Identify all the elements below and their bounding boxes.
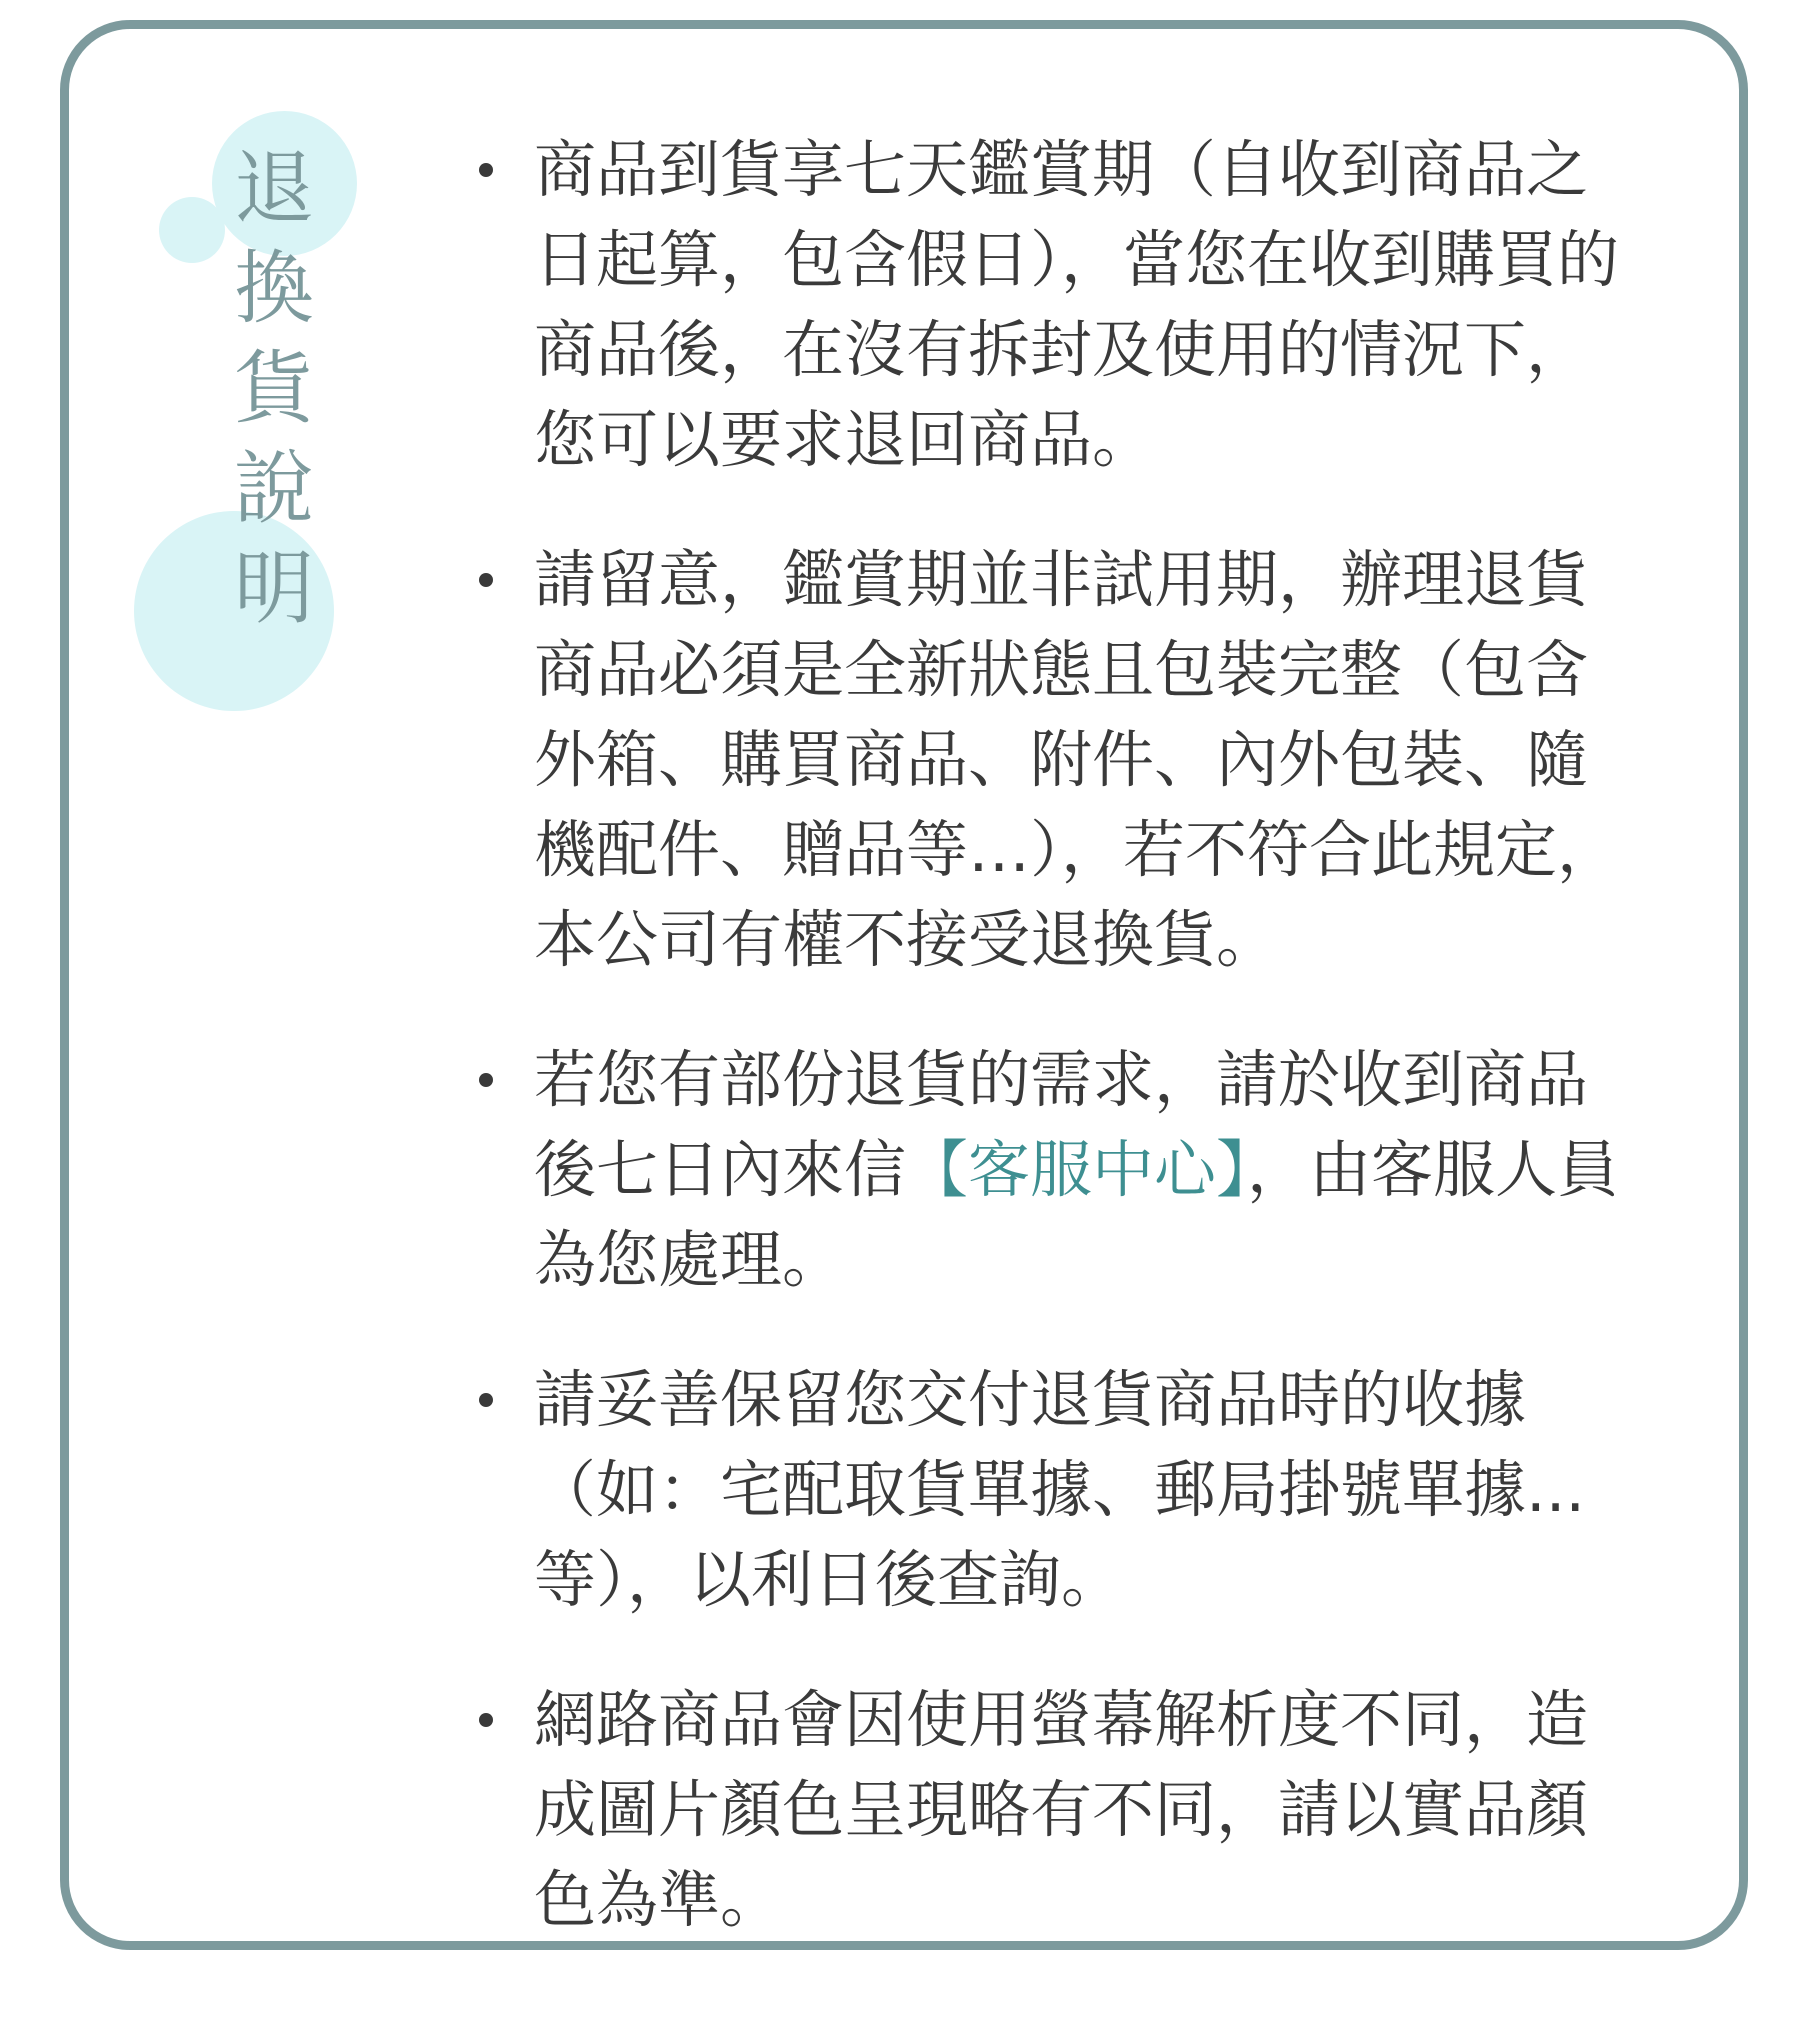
bullet-icon (479, 573, 493, 587)
policy-list (449, 125, 1624, 1995)
bullet-icon (479, 163, 493, 177)
list-item-text: ，由客服人員為您處理。 (534, 1133, 1620, 1296)
list-item-text: 請妥善保留您交付退貨商品時的收據（如：宅配取貨單據、郵局掛號單據...等），以利日後查詢。 (534, 1363, 1586, 1616)
bullet-icon (479, 1713, 493, 1727)
list-item (449, 1035, 1624, 1305)
list-item-text: 請留意，鑑賞期並非試用期，辦理退貨商品必須是全新狀態且包裝完整（包含外箱、購買商品、附件、內外包裝、隨機配件、贈品等…），若不符合此規定，本公司有權不接受退換貨。 (534, 543, 1620, 976)
list-item (449, 1355, 1624, 1625)
list-item-text: 網路商品會因使用螢幕解析度不同，造成圖片顏色呈現略有不同，請以實品顏色為準。 (534, 1683, 1589, 1936)
list-item (449, 1675, 1624, 1945)
list-item-text: 若您有部份退貨的需求，請於收到商品後七日內來信 (534, 1043, 1589, 1206)
bullet-icon (479, 1073, 493, 1087)
section-title: 退換貨說明 (234, 142, 314, 635)
bullet-icon (479, 1393, 493, 1407)
customer-service-link[interactable]: 【客服中心】 (906, 1133, 1248, 1206)
decorative-circle (159, 197, 225, 263)
list-item-text: 商品到貨享七天鑑賞期（自收到商品之日起算，包含假日），當您在收到購買的商品後，在沒有拆封及使用的情況下，您可以要求退回商品。 (534, 133, 1620, 476)
list-item (449, 125, 1624, 485)
list-item (449, 535, 1624, 985)
return-policy-panel (60, 20, 1748, 1950)
